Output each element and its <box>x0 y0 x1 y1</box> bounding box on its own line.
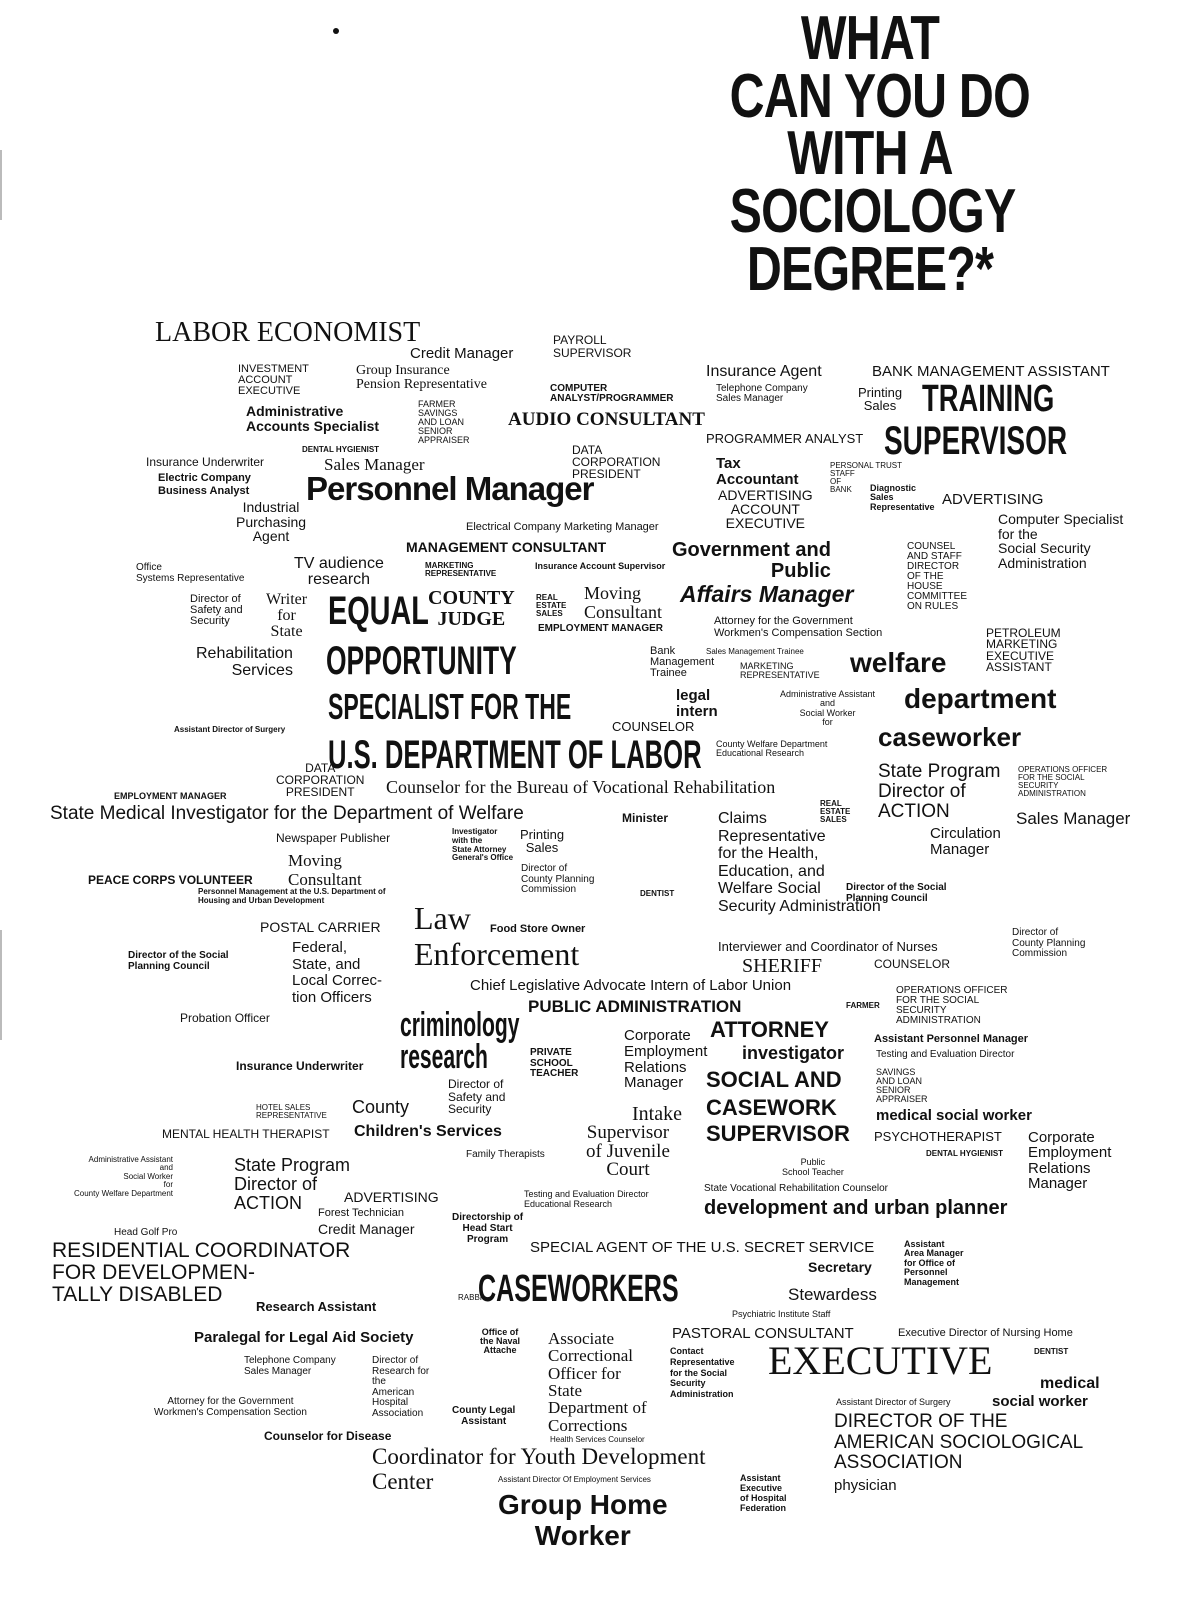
word-moving-consultant-2: Moving Consultant <box>288 851 362 889</box>
headline <box>729 4 1030 304</box>
word-criminology: criminology <box>400 1006 520 1044</box>
word-psychotherapist: PSYCHOTHERAPIST <box>874 1129 1002 1144</box>
word-moving-consultant: Moving Consultant <box>584 583 663 622</box>
word-contact-representative: Contact Representative for the Social Security Administration <box>670 1346 735 1400</box>
word-personnel-mgmt-housing: Personnel Management at the U.S. Department of Housing and Urban Development <box>198 887 386 905</box>
word-industrial-agent: Industrial Purchasing Agent <box>236 499 307 545</box>
word-dental-hygienist-2: DENTAL HYGIENIST <box>926 1149 1004 1158</box>
word-physician: physician <box>834 1477 897 1494</box>
word-dentist: DENTIST <box>640 889 675 898</box>
word-director-county-planning-2: Director of County Planning Commission <box>1012 927 1086 959</box>
word-director-social-planning: Director of the Social Planning Council <box>846 882 947 904</box>
word-bank-management-trainee: Bank Management Trainee <box>650 645 715 679</box>
headline-line: WITH A <box>787 119 953 189</box>
word-director-safety: Director of Safety and Security <box>190 593 243 627</box>
word-electric-company: Electric Company Business Analyst <box>158 472 251 498</box>
word-dental-hygienist: DENTAL HYGIENIST <box>302 445 380 454</box>
word-printing-sales-2: Printing Sales <box>520 827 565 855</box>
word-counselor-for-disease: Counselor for Disease <box>264 1429 392 1443</box>
word-assistant-personnel-manager: Assistant Personnel Manager <box>874 1033 1029 1045</box>
word-attorney-workmens: Attorney for the Government Workmen's Compensation Section <box>714 615 883 639</box>
word-advertising: ADVERTISING <box>942 491 1044 508</box>
word-corporate-employment: Corporate Employment Relations Manager <box>624 1027 708 1092</box>
word-counselor: COUNSELOR <box>612 719 695 734</box>
word-assistant-exec-hospital: Assistant Executive of Hospital Federation <box>740 1473 787 1513</box>
word-assistant-director-employment: Assistant Director Of Employment Services <box>498 1475 651 1484</box>
word-testing-evaluation: Testing and Evaluation Director <box>876 1049 1015 1060</box>
word-us-department-of-labor: U.S. DEPARTMENT OF LABOR <box>328 733 702 777</box>
word-telephone-sales-2: Telephone Company Sales Manager <box>244 1355 336 1377</box>
word-investigator: investigator <box>742 1043 845 1063</box>
word-state-medical-investigator: State Medical Investigator for the Department of Welfare <box>50 803 524 824</box>
word-peace-corps-volunteer: PEACE CORPS VOLUNTEER <box>88 873 253 887</box>
word-investment-executive: INVESTMENT ACCOUNT EXECUTIVE <box>238 363 309 397</box>
word-stewardess: Stewardess <box>788 1285 877 1304</box>
word-marketing-rep-2: MARKETING REPRESENTATIVE <box>740 661 820 680</box>
word-tv-research: TV audience research <box>294 555 384 588</box>
word-farmer-2: FARMER <box>846 1001 880 1010</box>
word-director-research-hospital: Director of Research for the American Hospital Association <box>372 1355 430 1419</box>
word-tax-accountant: Tax Accountant <box>716 455 799 488</box>
word-insurance-underwriter: Insurance Underwriter <box>146 455 265 469</box>
word-counselor-vocational: Counselor for the Bureau of Vocational Rehabilitation <box>386 777 776 797</box>
word-sales-manager: Sales Manager <box>324 455 425 474</box>
word-advertising-executive: ADVERTISING ACCOUNT EXECUTIVE <box>718 487 813 531</box>
word-audio-consultant: AUDIO CONSULTANT <box>508 409 705 430</box>
word-circulation-manager: Circulation Manager <box>930 825 1001 858</box>
word-operations-officer-2: OPERATIONS OFFICER FOR THE SOCIAL SECURITY ADMINISTRATION <box>896 985 1008 1026</box>
word-equal: EQUAL <box>328 589 429 633</box>
word-private-school-teacher: PRIVATE SCHOOL TEACHER <box>530 1047 579 1079</box>
word-opportunity: OPPORTUNITY <box>326 639 517 683</box>
word-social-worker: social worker <box>992 1393 1088 1410</box>
word-labor-economist: LABOR ECONOMIST <box>155 317 421 348</box>
word-secretary: Secretary <box>808 1259 872 1275</box>
word-operations-officer: OPERATIONS OFFICER FOR THE SOCIAL SECURITY ADMINISTRATION <box>1018 765 1108 798</box>
word-printing-sales: Printing Sales <box>858 385 903 413</box>
word-county-legal-assistant: County Legal Assistant <box>452 1405 516 1427</box>
word-public-administration: PUBLIC ADMINISTRATION <box>528 997 742 1016</box>
headline-line: WHAT <box>800 4 940 73</box>
word-group-insurance: Group Insurance Pension Representative <box>356 363 488 392</box>
word-employment-manager-2: EMPLOYMENT MANAGER <box>114 791 227 801</box>
word-computer-analyst: COMPUTER ANALYST/PROGRAMMER <box>550 383 674 404</box>
word-rabbi: RABBI <box>458 1293 483 1302</box>
edge-mark <box>0 150 2 220</box>
word-advertising-2: ADVERTISING <box>344 1189 439 1205</box>
word-director-asa: DIRECTOR OF THE AMERICAN SOCIOLOGICAL ASSOCIATION <box>834 1411 1084 1474</box>
word-assistant-director-surgery-2: Assistant Director of Surgery <box>836 1397 951 1407</box>
word-county-welfare: County Welfare Department Educational Research <box>716 739 828 759</box>
word-sales-manager-2: Sales Manager <box>1016 809 1131 828</box>
word-assistant-director-surgery: Assistant Director of Surgery <box>174 725 286 734</box>
word-telephone-sales: Telephone Company Sales Manager <box>716 383 808 404</box>
word-data-corporation: DATA CORPORATION PRESIDENT <box>572 443 661 481</box>
word-law: Law <box>414 900 471 936</box>
word-interviewer-nurses: Interviewer and Coordinator of Nurses <box>718 939 938 954</box>
headline-line: DEGREE?* <box>746 234 994 304</box>
word-social-and: SOCIAL AND <box>706 1067 842 1092</box>
word-assistant-area-manager: Assistant Area Manager for Office of Personnel Management <box>904 1239 964 1287</box>
word-admin-assistant-social-2: Administrative Assistant and Social Worker for County Welfare Department <box>74 1155 174 1198</box>
word-attorney-workmens-2: Attorney for the Government Workmen's Compensation Section <box>154 1396 307 1418</box>
word-counselor-2: COUNSELOR <box>874 957 951 971</box>
word-state-vocational-counselor: State Vocational Rehabilitation Counselor <box>704 1183 889 1194</box>
word-claims-representative: Claims Representative for the Health, Education, and Welfare Social Security Administration <box>718 810 881 915</box>
word-director-county-planning: Director of County Planning Commission <box>521 863 595 895</box>
word-casework: CASEWORK <box>706 1095 837 1120</box>
stray-dot <box>333 28 339 34</box>
word-director-safety-2: Director of Safety and Security <box>448 1077 506 1117</box>
word-mental-health-therapist: MENTAL HEALTH THERAPIST <box>162 1127 330 1141</box>
word-credit-manager: Credit Manager <box>410 345 514 362</box>
word-personal-trust: PERSONAL TRUST STAFF OF BANK <box>830 461 903 494</box>
word-personnel-manager: Personnel Manager <box>306 470 594 507</box>
word-research: research <box>400 1038 488 1076</box>
word-supervisor-2: SUPERVISOR <box>706 1121 850 1146</box>
word-sheriff: SHERIFF <box>742 955 823 977</box>
word-marketing-rep: MARKETING REPRESENTATIVE <box>425 561 497 578</box>
word-food-store-owner: Food Store Owner <box>490 923 586 935</box>
word-insurance-account-supervisor: Insurance Account Supervisor <box>535 561 666 571</box>
word-insurance-agent: Insurance Agent <box>706 363 822 380</box>
word-diagnostic-sales: Diagnostic Sales Representative <box>870 483 935 512</box>
word-childrens-services: Children's Services <box>354 1123 502 1140</box>
word-dentist-2: DENTIST <box>1034 1347 1069 1356</box>
word-computer-specialist: Computer Specialist for the Social Security Administration <box>998 511 1124 572</box>
word-hotel-sales: HOTEL SALES REPRESENTATIVE <box>256 1103 327 1121</box>
word-department: department <box>904 683 1057 714</box>
word-employment-manager: EMPLOYMENT MANAGER <box>538 623 663 634</box>
word-electrical-marketing: Electrical Company Marketing Manager <box>466 521 659 533</box>
word-enforcement: Enforcement <box>414 936 580 972</box>
word-management-consultant: MANAGEMENT CONSULTANT <box>406 539 607 555</box>
word-development-urban-planner: development and urban planner <box>704 1197 1008 1219</box>
word-petroleum-marketing: PETROLEUM MARKETING EXECUTIVE ASSISTANT <box>986 626 1061 675</box>
word-coordinator-youth: Coordinator for Youth Development Center <box>372 1444 706 1495</box>
word-family-therapists: Family Therapists <box>466 1149 545 1160</box>
word-counsel-staff: COUNSEL AND STAFF DIRECTOR OF THE HOUSE COMMITTEE ON RULES <box>907 541 967 612</box>
word-head-golf-pro: Head Golf Pro <box>114 1227 178 1238</box>
word-savings-loan: SAVINGS AND LOAN SENIOR APPRAISER <box>876 1067 928 1104</box>
word-rehabilitation-services: Rehabilitation Services <box>196 645 293 679</box>
word-postal-carrier: POSTAL CARRIER <box>260 919 381 935</box>
word-office-naval-attache: Office of the Naval Attache <box>480 1327 521 1355</box>
word-writer-for-state: Writer for State <box>266 591 308 640</box>
word-director-social-planning-2: Director of the Social Planning Council <box>128 950 229 972</box>
word-newspaper-publisher: Newspaper Publisher <box>276 831 391 845</box>
word-affairs-manager: Affairs Manager <box>680 581 854 607</box>
word-specialist-for-the: SPECIALIST FOR THE <box>328 686 572 727</box>
word-associate-correctional: Associate Correctional Officer for State Department of Corrections <box>548 1329 647 1435</box>
headline-line: SOCIOLOGY <box>729 176 1016 246</box>
word-welfare: welfare <box>850 647 947 678</box>
word-legal-intern: legal intern <box>676 687 718 720</box>
word-executive: EXECUTIVE <box>768 1338 993 1383</box>
word-minister: Minister <box>622 811 669 825</box>
word-real-estate-2: REAL ESTATE SALES <box>820 799 851 824</box>
word-paralegal: Paralegal for Legal Aid Society <box>194 1329 414 1346</box>
word-health-services-counselor: Health Services Counselor <box>550 1435 645 1444</box>
headline-line: CAN YOU DO <box>729 61 1030 131</box>
word-state-program-2: State Program Director of ACTION <box>234 1155 351 1213</box>
word-administrative-accounts: Administrative Accounts Specialist <box>246 403 380 435</box>
word-supervisor-big: SUPERVISOR <box>884 419 1068 463</box>
word-farmer-savings: FARMER SAVINGS AND LOAN SENIOR APPRAISER <box>418 399 470 445</box>
word-residential-coordinator: RESIDENTIAL COORDINATOR FOR DEVELOPMEN- TALLY DISABLED <box>52 1239 351 1307</box>
word-admin-assistant-social: Administrative Assistant and Social Worker for <box>780 689 876 728</box>
word-data-corporation-2: DATA CORPORATION PRESIDENT <box>276 761 365 799</box>
word-county-judge: COUNTY JUDGE <box>428 587 515 630</box>
word-sales-mgmt-trainee: Sales Management Trainee <box>706 647 804 656</box>
word-federal-state-local: Federal, State, and Local Correc- tion Officers <box>292 939 383 1006</box>
word-attorney: ATTORNEY <box>710 1017 829 1042</box>
word-insurance-underwriter-2: Insurance Underwriter <box>236 1059 364 1073</box>
word-investigator-attorney: Investigator with the State Attorney General's Office <box>452 827 514 863</box>
word-testing-evaluation-2: Testing and Evaluation Director Educational Research <box>524 1189 649 1209</box>
word-payroll-supervisor: PAYROLL SUPERVISOR <box>553 333 632 360</box>
word-forest-technician: Forest Technician <box>318 1207 405 1219</box>
word-special-agent: SPECIAL AGENT OF THE U.S. SECRET SERVICE <box>530 1239 875 1256</box>
word-pastoral-consultant: PASTORAL CONSULTANT <box>672 1325 854 1342</box>
word-head-start-program: Directorship of Head Start Program <box>452 1212 524 1245</box>
word-caseworker: caseworker <box>878 722 1022 752</box>
word-caseworkers: CASEWORKERS <box>478 1268 679 1310</box>
word-medical: medical <box>1040 1375 1100 1392</box>
edge-mark <box>0 930 2 1040</box>
word-real-estate: REAL ESTATE SALES <box>536 593 567 618</box>
word-research-assistant: Research Assistant <box>256 1299 377 1314</box>
word-programmer-analyst: PROGRAMMER ANALYST <box>706 431 864 446</box>
word-corporate-employment-2: Corporate Employment Relations Manager <box>1028 1129 1112 1192</box>
word-probation-officer: Probation Officer <box>180 1011 270 1025</box>
word-county: County <box>352 1097 410 1117</box>
word-medical-social-worker: medical social worker <box>876 1107 1032 1124</box>
word-government-public: Government and Public <box>672 539 831 582</box>
word-psychiatric-institute: Psychiatric Institute Staff <box>732 1309 831 1319</box>
word-supervisor-of-juvenile: Supervisor of Juvenile Court <box>586 1122 670 1181</box>
word-chief-legislative: Chief Legislative Advocate Intern of Labor Union <box>470 977 792 994</box>
word-training: TRAINING <box>922 378 1055 420</box>
word-exec-director-nursing: Executive Director of Nursing Home <box>898 1327 1073 1339</box>
word-state-program: State Program Director of ACTION <box>878 761 1001 822</box>
word-group-home-worker: Group Home Worker <box>498 1489 668 1551</box>
word-intake: Intake <box>632 1103 682 1125</box>
word-school-teacher: Public School Teacher <box>782 1157 844 1177</box>
word-office-systems: Office Systems Representative <box>136 562 245 584</box>
word-credit-manager-2: Credit Manager <box>318 1221 415 1237</box>
word-bank-management-assistant: BANK MANAGEMENT ASSISTANT <box>872 363 1110 380</box>
